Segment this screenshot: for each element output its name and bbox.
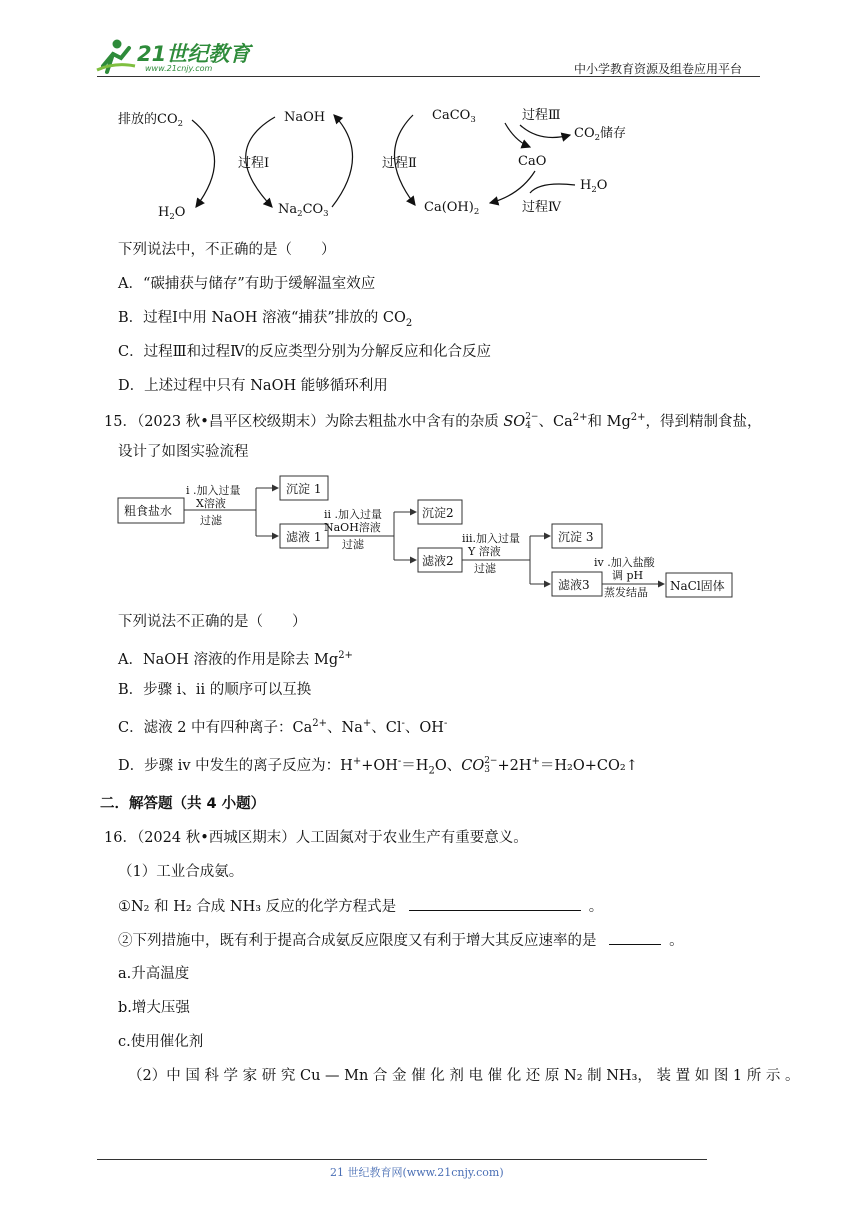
q14-option-c: C．过程Ⅲ和过程Ⅳ的反应类型分别为分解反应和化合反应	[118, 344, 492, 360]
q16-choice-2: ②下列措施中，既有利于提高合成氨反应限度又有利于增大其反应速率的是 。	[118, 930, 684, 951]
svg-text:CO2储存: $CO_2$储存	[574, 126, 627, 143]
svg-text:排放的CO2: 排放的$CO_2$	[118, 112, 184, 129]
cao-label: CaO	[518, 154, 547, 169]
svg-text:Na2CO3: $Na_2CO_3$	[278, 202, 329, 219]
header-rule	[97, 76, 760, 77]
q15-option-b: B．步骤 i、ii 的顺序可以互换	[118, 682, 312, 698]
answer-blank-1[interactable]	[409, 896, 581, 911]
svg-text:调 pH: 调 pH	[612, 569, 644, 582]
svg-text:H2O: $H_2O$	[580, 178, 608, 195]
svg-text:NaOH溶液: NaOH溶液	[324, 521, 381, 534]
co2-emit-label: 排放的CO	[118, 112, 178, 127]
svg-text:过滤: 过滤	[474, 562, 496, 575]
svg-text:CaCO3: CaCO$_3$	[432, 108, 476, 125]
q15-option-c: C．滤液 2 中有四种离子：Ca	[118, 719, 313, 736]
precipitate-2-box: 沉淀2	[422, 506, 454, 520]
purification-flowchart	[116, 474, 736, 606]
step2-label: ii .加入过量	[324, 508, 383, 521]
na2co3-label: Na	[278, 202, 298, 217]
q15-stem: 下列说法不正确的是（ ）	[118, 614, 307, 630]
caco3-label: CaCO	[432, 108, 471, 123]
svg-text:Ca(OH)2: $Ca(OH)_2$	[424, 200, 480, 217]
logo-sub-text: www.21cnjy.com	[145, 64, 213, 73]
co2-store-label: CO	[574, 126, 595, 141]
platform-name: 中小学教育资源及组卷应用平台	[574, 62, 743, 76]
q15-intro: 15．（2023 秋•昌平区校级期末）为除去粗盐水中含有的杂质 SO 2− 4 、$Ca^{2+}$和 $Mg^{2+}$，得到精制食盐，	[104, 411, 762, 431]
svg-text:Y 溶液: Y 溶液	[468, 545, 501, 558]
filtrate-1-box: 滤液 1	[286, 530, 322, 544]
svg-text:过滤: 过滤	[200, 514, 222, 527]
h2o-left-label: H	[158, 205, 170, 220]
svg-text:过滤: 过滤	[342, 538, 364, 551]
naoh-label: NaOH	[284, 110, 326, 125]
q16-option-b: b.增大压强	[118, 1000, 190, 1016]
filtrate-3-box: 滤液3	[558, 578, 590, 592]
q16-choice-1: ①N₂ 和 H₂ 合成 NH₃ 反应的化学方程式是 。	[118, 896, 603, 917]
process-1-label: 过程Ⅰ	[238, 156, 270, 171]
footer-rule	[97, 1159, 707, 1160]
crude-brine-box: 粗食盐水	[124, 504, 173, 518]
q14-option-a: A．“碳捕获与储存”有助于缓解温室效应	[118, 276, 376, 292]
svg-text:X溶液: X溶液	[196, 497, 226, 510]
q15-intro-line2: 设计了如图实验流程	[118, 444, 249, 460]
q16-sub2: （2）中 国 科 学 家 研 究 Cu — Mn 合 金 催 化 剂 电 催 化 还 原 N₂ 制 NH₃， 装 置 如 图 1 所 示 。	[128, 1068, 800, 1084]
h2o-right-label: H	[580, 178, 592, 193]
q14-stem: 下列说法中，不正确的是（ ）	[118, 242, 336, 258]
precipitate-1-box: 沉淀 1	[286, 482, 322, 496]
filtrate-2-box: 滤液2	[422, 554, 454, 568]
process-3-label: 过程Ⅲ	[522, 108, 561, 123]
process-4-label: 过程Ⅳ	[522, 200, 561, 215]
precipitate-3-box: 沉淀 3	[558, 530, 594, 544]
nacl-solid-box: NaCl固体	[670, 579, 725, 593]
logo	[95, 36, 265, 76]
q16-option-c: c.使用催化剂	[118, 1034, 204, 1050]
q14-option-b: B．过程Ⅰ中用 NaOH 溶液“捕获”排放的 CO	[118, 310, 406, 326]
carbon-cycle-diagram	[110, 95, 630, 230]
caoh2-label: Ca(OH)	[424, 200, 474, 215]
q15-option-a: A．NaOH 溶液的作用是除去 Mg	[118, 651, 339, 668]
step4-label: iv .加入盐酸	[594, 556, 655, 569]
svg-text:蒸发结晶: 蒸发结晶	[604, 586, 648, 599]
step1-label: i .加入过量	[186, 484, 241, 497]
logo-main-text: 21世纪教育	[137, 42, 251, 66]
q15-option-d: D．步骤 iv 中发生的离子反应为：$H^++OH^-=H_2O$、CO 2− 3 +2H+＝H₂O+CO₂↑	[118, 755, 638, 777]
section-2-title: 二．解答题（共 4 小题）	[100, 796, 266, 812]
answer-blank-2[interactable]	[609, 930, 661, 945]
q14-option-d: D．上述过程中只有 NaOH 能够循环利用	[118, 378, 388, 394]
step3-label: iii.加入过量	[462, 532, 521, 545]
process-2-label: 过程Ⅱ	[382, 156, 417, 171]
q16-intro: 16．（2024 秋•西城区期末）人工固氮对于农业生产有重要意义。	[104, 830, 528, 846]
svg-text:H2O: $H_2O$	[158, 205, 186, 222]
footer-text: 21 世纪教育网(www.21cnjy.com)	[330, 1166, 504, 1179]
q16-option-a: a.升高温度	[118, 966, 190, 982]
q16-sub1: （1）工业合成氨。	[118, 864, 244, 880]
